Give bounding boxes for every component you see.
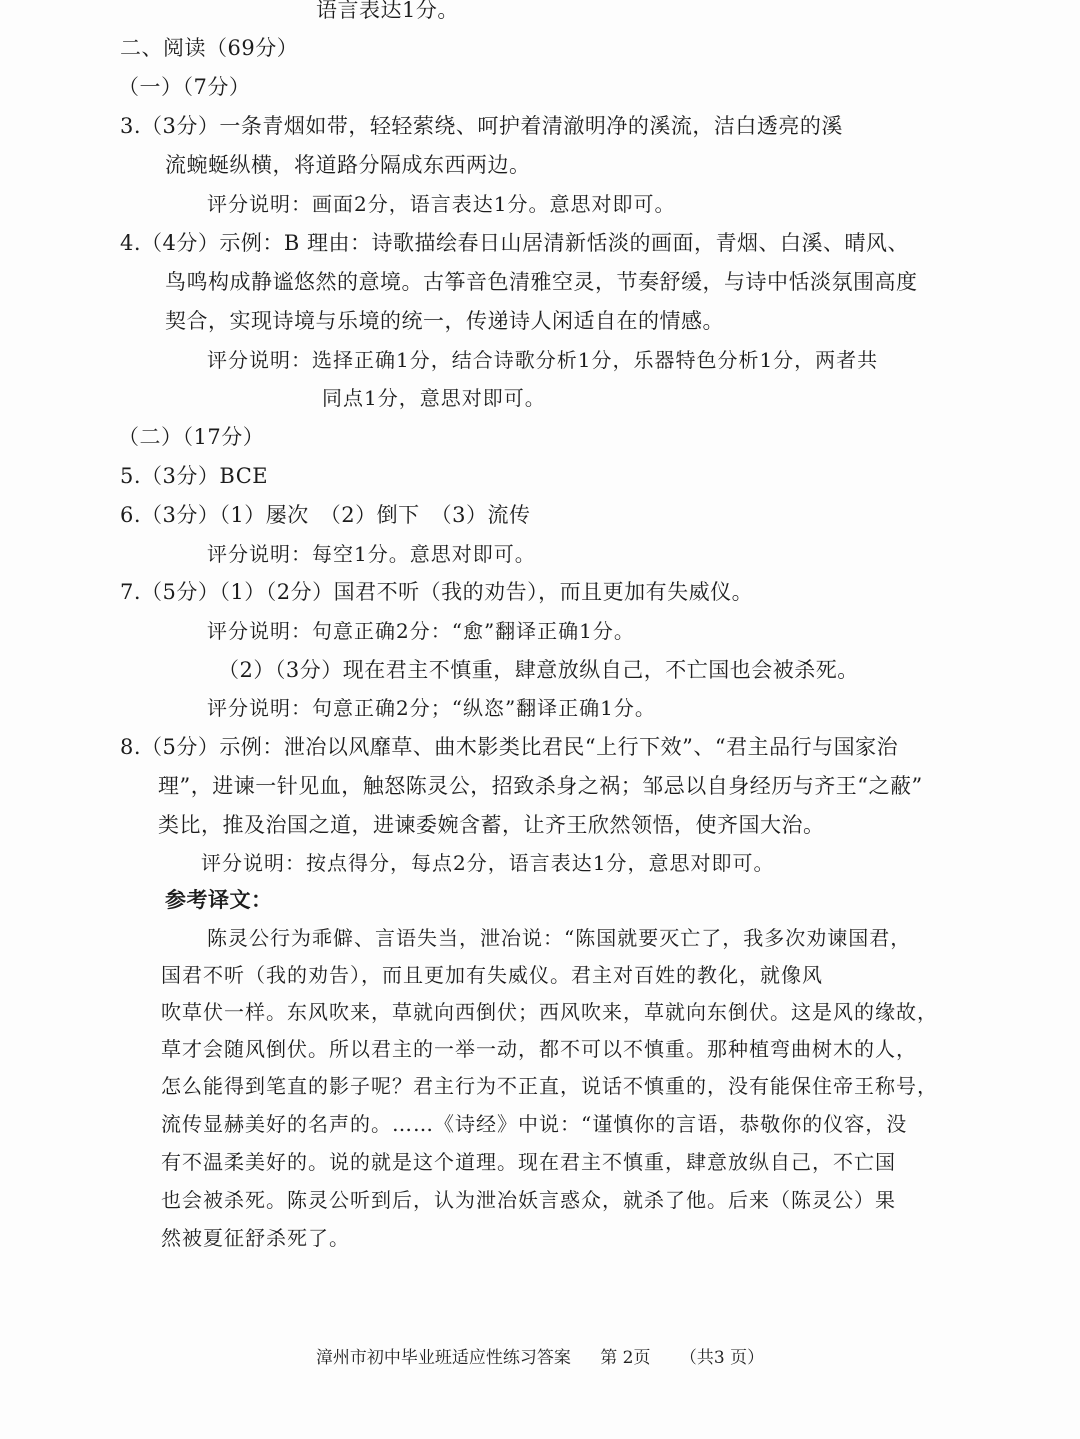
translation-line-5: 怎么能得到笔直的影子呢？君主行为不正直，说话不慎重的，没有能保住帝王称号， (161, 1074, 938, 1098)
subsection-heading-2: （二）（17分） (118, 425, 265, 449)
answer-q5: 5.（3分）BCE (120, 464, 269, 488)
scoring-note-q6: 评分说明：每空1分。意思对即可。 (207, 542, 536, 566)
answer-q4-line2: 鸟鸣构成静谧悠然的意境。古筝音色清雅空灵，节奏舒缓，与诗中恬淡氛围高度 (165, 270, 918, 294)
translation-line-2: 国君不听（我的劝告），而且更加有失威仪。君主对百姓的教化，就像风 (161, 963, 823, 987)
answer-q6: 6.（3分）（1）屡次 （2）倒下 （3）流传 (120, 503, 531, 527)
answer-q8-line2: 理”，进谏一针见血，触怒陈灵公，招致杀身之祸；邹忌以自身经历与齐王“之蔽” (158, 774, 923, 798)
translation-line-3: 吹草伏一样。东风吹来，草就向西倒伏；西风吹来，草就向东倒伏。这是风的缘故， (161, 1000, 938, 1024)
scoring-note-q7-part1: 评分说明：句意正确2分：“愈”翻译正确1分。 (207, 619, 635, 643)
translation-heading: 参考译文： (165, 887, 273, 912)
scoring-note-q4-line2: 同点1分，意思对即可。 (322, 386, 546, 410)
answer-q3-line1: 3.（3分）一条青烟如带，轻轻萦绕、呵护着清澈明净的溪流，洁白透亮的溪 (120, 114, 843, 138)
answer-q4-line3: 契合，实现诗境与乐境的统一，传递诗人闲适自在的情感。 (165, 309, 724, 333)
scoring-note-q3: 评分说明：画面2分，语言表达1分。意思对即可。 (207, 192, 676, 216)
answer-q7-part1: 7.（5分）（1）（2分）国君不听（我的劝告），而且更加有失威仪。 (120, 580, 754, 604)
footer-page-total: （共3 页） (679, 1348, 765, 1368)
answer-q7-part2: （2）（3分）现在君主不慎重，肆意放纵自己，不亡国也会被杀死。 (218, 658, 859, 682)
translation-line-8: 也会被杀死。陈灵公听到后，认为泄冶妖言惑众，就杀了他。后来（陈灵公）果 (161, 1188, 896, 1212)
translation-line-4: 草才会随风倒伏。所以君主的一举一动，都不可以不慎重。那种植弯曲树木的人， (161, 1037, 917, 1061)
answer-q8-line3: 类比，推及治国之道，进谏委婉含蓄，让齐王欣然领悟，使齐国大治。 (158, 813, 825, 837)
answer-q4-line1: 4.（4分）示例：B 理由：诗歌描绘春日山居清新恬淡的画面，青烟、白溪、晴风、 (120, 231, 910, 255)
answer-q3-line2: 流蜿蜒纵横，将道路分隔成东西两边。 (165, 153, 531, 177)
section-heading-reading: 二、阅读（69分） (120, 36, 299, 60)
translation-line-9: 然被夏征舒杀死了。 (161, 1226, 350, 1250)
scoring-note-q7-part2: 评分说明：句意正确2分；“纵恣”翻译正确1分。 (207, 696, 656, 720)
scoring-note-q4-line1: 评分说明：选择正确1分，结合诗歌分析1分，乐器特色分析1分，两者共 (207, 348, 879, 372)
footer-page-number: 第 2页 (600, 1348, 651, 1368)
translation-line-7: 有不温柔美好的。说的就是这个道理。现在君主不慎重，肆意放纵自己，不亡国 (161, 1150, 896, 1174)
scoring-note-continued: 语言表达1分。 (316, 0, 459, 22)
page-footer (0, 1343, 1080, 1368)
scoring-note-q8: 评分说明：按点得分，每点2分，语言表达1分，意思对即可。 (201, 851, 775, 875)
footer-title: 漳州市初中毕业班适应性练习答案 (315, 1348, 571, 1368)
translation-line-6: 流传显赫美好的名声的。……《诗经》中说：“谨慎你的言语，恭敬你的仪容，没 (161, 1112, 908, 1136)
answer-q8-line1: 8.（5分）示例：泄冶以风靡草、曲木影类比君民“上行下效”、“君主品行与国家治 (120, 735, 899, 759)
translation-line-1: 陈灵公行为乖僻、言语失当，泄冶说：“陈国就要灭亡了，我多次劝谏国君， (207, 926, 912, 950)
subsection-heading-1: （一）（7分） (118, 75, 251, 99)
